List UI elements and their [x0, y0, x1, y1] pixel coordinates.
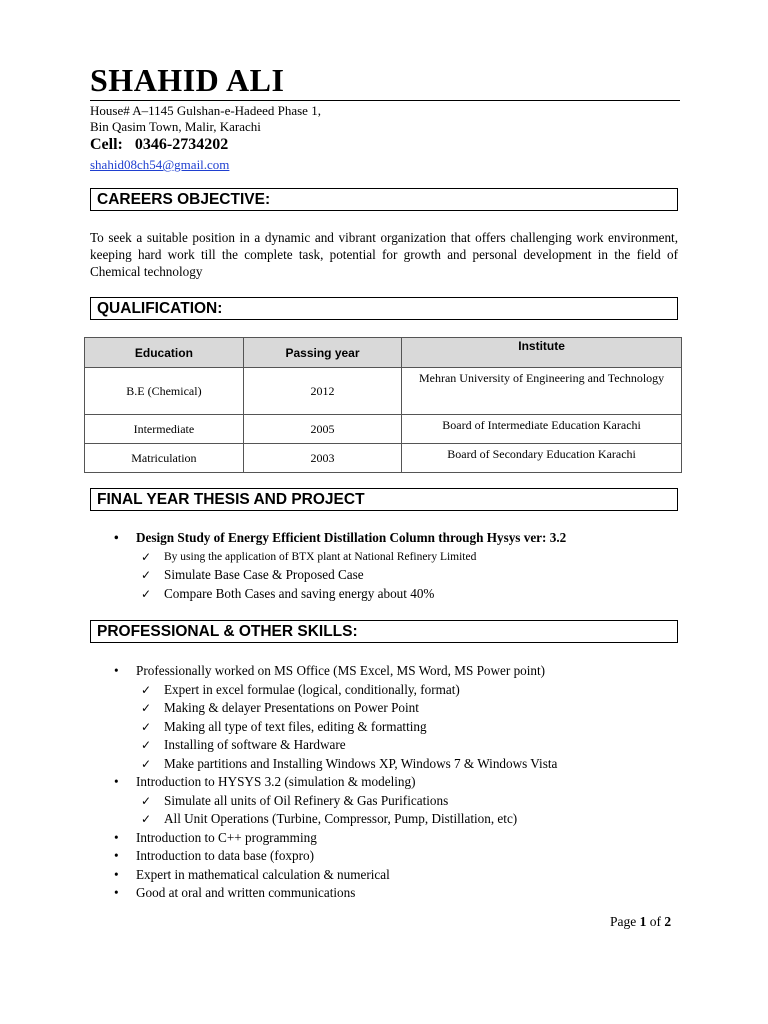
qualification-table	[84, 337, 682, 473]
cell-year: 2012	[243, 368, 401, 415]
page-number	[610, 914, 671, 930]
of-word: of	[649, 914, 661, 929]
table-row	[85, 368, 682, 415]
table-row	[85, 444, 682, 473]
list-item: ✓ By using the application of BTX plant at National Refinery Limited	[136, 548, 566, 567]
list-item: ✓ Making all type of text files, editing & formatting	[136, 718, 557, 737]
name-divider	[90, 100, 680, 101]
list-item: ✓ Expert in excel formulae (logical, conditionally, format)	[136, 681, 557, 700]
objective-text: To seek a suitable position in a dynamic and vibrant organization that offers challenging work environment, keeping hard work till the complete task, potential for growth and personal development in the field of Chemical technology	[90, 230, 678, 279]
skill-subpoints	[136, 681, 557, 774]
list-item: ✓ All Unit Operations (Turbine, Compressor, Pump, Distillation, etc)	[136, 810, 557, 829]
candidate-name: SHAHID ALI	[90, 62, 285, 98]
list-item: • Good at oral and written communications	[90, 884, 557, 903]
section-heading-objective: CAREERS OBJECTIVE:	[90, 188, 678, 211]
address-line-1: House# A–1145 Gulshan-e-Hadeed Phase 1,	[90, 103, 321, 118]
skill-subpoints	[136, 792, 557, 829]
address-line-2: Bin Qasim Town, Malir, Karachi	[90, 119, 261, 134]
cell-education: Intermediate	[85, 415, 244, 444]
table-row	[85, 415, 682, 444]
page-word: Page	[610, 914, 637, 929]
list-item: ✓ Making & delayer Presentations on Power Point	[136, 699, 557, 718]
cell-phone	[90, 136, 228, 154]
list-item: • Introduction to C++ programming	[90, 829, 557, 848]
email-link[interactable]: shahid08ch54@gmail.com	[90, 157, 230, 172]
list-item	[90, 529, 566, 603]
cell-education: Matriculation	[85, 444, 244, 473]
cell-number: 0346-2734202	[134, 136, 229, 153]
skill-text: Professionally worked on MS Office (MS Excel, MS Word, MS Power point)	[136, 663, 546, 678]
list-item: ✓ Simulate Base Case & Proposed Case	[136, 566, 566, 585]
list-item: ✓ Compare Both Cases and saving energy about 40%	[136, 585, 566, 604]
skills-list	[90, 662, 557, 903]
cell-label: Cell:	[90, 136, 123, 153]
cell-year: 2005	[243, 415, 401, 444]
cell-year: 2003	[243, 444, 401, 473]
section-heading-skills: PROFESSIONAL & OTHER SKILLS:	[90, 620, 678, 643]
list-item	[90, 662, 557, 773]
cell-institute: Board of Secondary Education Karachi	[402, 444, 682, 473]
list-item: ✓ Installing of software & Hardware	[136, 736, 557, 755]
column-header-institute: Institute	[402, 338, 682, 368]
list-item	[90, 773, 557, 829]
list-item: • Expert in mathematical calculation & numerical	[90, 866, 557, 885]
total-pages: 2	[664, 914, 672, 929]
thesis-list	[90, 529, 566, 603]
section-heading-thesis: FINAL YEAR THESIS AND PROJECT	[90, 488, 678, 511]
cell-institute: Board of Intermediate Education Karachi	[402, 415, 682, 444]
table-header-row	[85, 338, 682, 368]
thesis-points	[136, 548, 566, 604]
column-header-year: Passing year	[243, 338, 401, 368]
column-header-education: Education	[85, 338, 244, 368]
cell-institute: Mehran University of Engineering and Technology	[402, 368, 682, 415]
list-item: • Introduction to data base (foxpro)	[90, 847, 557, 866]
section-heading-qualification: QUALIFICATION:	[90, 297, 678, 320]
list-item: ✓ Simulate all units of Oil Refinery & Gas Purifications	[136, 792, 557, 811]
list-item: ✓ Make partitions and Installing Windows XP, Windows 7 & Windows Vista	[136, 755, 557, 774]
thesis-title: Design Study of Energy Efficient Distillation Column through Hysys ver: 3.2	[136, 530, 567, 545]
current-page: 1	[639, 914, 647, 929]
cell-education: B.E (Chemical)	[85, 368, 244, 415]
skill-text: Introduction to HYSYS 3.2 (simulation & modeling)	[136, 774, 416, 789]
